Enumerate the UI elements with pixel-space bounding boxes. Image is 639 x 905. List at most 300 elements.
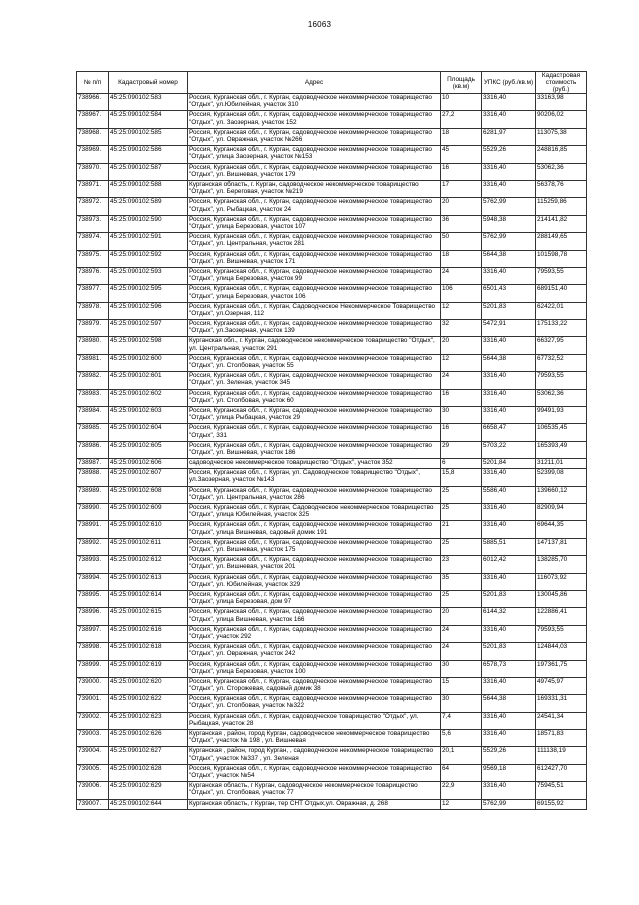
table-row: [77, 372, 587, 389]
cell-upks: 3316,40: [482, 407, 536, 424]
cell-address: Россия, Курганская обл., г. Курган, садоводческое некоммерческое товарищество "Отдых", ул. Вишневая, участок 201: [188, 556, 441, 573]
cell-row-number: 739004.: [77, 747, 109, 764]
cell-area: 16: [441, 389, 482, 406]
cell-area: 35: [441, 573, 482, 590]
header-cadastral-number: Кадастровый номер: [109, 72, 188, 94]
cell-upks: 3316,40: [482, 469, 536, 486]
cell-address: Россия, Курганская обл., г. Курган, Садоводческое некоммерческое товарищество "Отдых", улица Юбилейная, участок 325: [188, 503, 441, 520]
cell-address: Россия, Курганская обл., г. Курган, садоводческое некоммерческое товарищество "Отдых", улица Вишневая, участок 166: [188, 608, 441, 625]
cell-address: Курганская область, г Курган, садоводческое некоммерческое товарищество "Отдых", ул. Столбовая, участок 77: [188, 782, 441, 799]
cell-upks: 3316,40: [482, 730, 536, 747]
table-row: [77, 94, 587, 111]
cell-area: 17: [441, 180, 482, 197]
cell-cadastral-cost: 689151,40: [536, 285, 587, 302]
cell-cadastral-number: 45:25:090102:609: [109, 503, 188, 520]
cell-cadastral-number: 45:25:090102:589: [109, 198, 188, 215]
cell-row-number: 738969.: [77, 146, 109, 163]
cell-upks: 5201,84: [482, 459, 536, 469]
cell-cadastral-number: 45:25:090102:604: [109, 424, 188, 441]
cell-cadastral-cost: 31211,01: [536, 459, 587, 469]
cell-row-number: 738995.: [77, 590, 109, 607]
cell-area: 12: [441, 799, 482, 809]
cell-cadastral-cost: 111138,19: [536, 747, 587, 764]
cell-cadastral-number: 45:25:090102:626: [109, 730, 188, 747]
cell-upks: 3316,40: [482, 573, 536, 590]
table-row: [77, 799, 587, 809]
cell-cadastral-cost: 79593,55: [536, 625, 587, 642]
cell-upks: 5201,83: [482, 302, 536, 319]
table-row: [77, 695, 587, 712]
cell-row-number: 738992.: [77, 538, 109, 555]
cell-address: Россия, Курганская обл., г. Курган, садоводческое некоммерческое товарищество "Отдых", ул.Юбилейная, участок 310: [188, 94, 441, 111]
cell-cadastral-cost: 62422,01: [536, 302, 587, 319]
table-row: [77, 712, 587, 729]
cell-cadastral-cost: 33163,98: [536, 94, 587, 111]
cell-cadastral-cost: 165393,49: [536, 441, 587, 458]
cell-area: 23: [441, 556, 482, 573]
cell-cadastral-number: 45:25:090102:593: [109, 267, 188, 284]
cell-upks: 5644,38: [482, 250, 536, 267]
cell-address: Россия, Курганская обл., г. Курган, садоводческое некоммерческое товарищество "Отдых", ул. Рыбацкая, участок 24: [188, 198, 441, 215]
cell-cadastral-cost: 99491,93: [536, 407, 587, 424]
cell-cadastral-number: 45:25:090102:587: [109, 163, 188, 180]
table-row: [77, 556, 587, 573]
cell-address: Россия, Курганская обл., г. Курган, садоводческое некоммерческое товарищество "Отдых", ул. Заозерная, участок 152: [188, 111, 441, 128]
cell-upks: 3316,40: [482, 267, 536, 284]
cell-cadastral-number: 45:25:090102:597: [109, 320, 188, 337]
cell-upks: 3316,40: [482, 389, 536, 406]
cell-upks: 5586,40: [482, 486, 536, 503]
table-row: [77, 747, 587, 764]
cell-cadastral-cost: 49745,97: [536, 677, 587, 694]
cell-row-number: 739002.: [77, 712, 109, 729]
cell-row-number: 738977.: [77, 285, 109, 302]
cell-upks: 3316,40: [482, 521, 536, 538]
cell-cadastral-number: 45:25:090102:628: [109, 764, 188, 781]
table-row: [77, 285, 587, 302]
cell-cadastral-cost: 147137,81: [536, 538, 587, 555]
cell-cadastral-cost: 214141,82: [536, 215, 587, 232]
cell-area: 106: [441, 285, 482, 302]
cell-upks: 5885,51: [482, 538, 536, 555]
cell-address: Россия, Курганская обл., г. Курган, садоводческое некоммерческое товарищество "Отдых", ул. Вишневая, участок 186: [188, 441, 441, 458]
table-row: [77, 354, 587, 371]
table-row: [77, 267, 587, 284]
cell-cadastral-cost: 138285,70: [536, 556, 587, 573]
table-row: [77, 677, 587, 694]
cell-cadastral-number: 45:25:090102:590: [109, 215, 188, 232]
table-row: [77, 538, 587, 555]
cell-cadastral-number: 45:25:090102:613: [109, 573, 188, 590]
cell-upks: 3316,40: [482, 180, 536, 197]
table-body: [77, 94, 587, 810]
cell-address: Россия, Курганская обл., г. Курган, садоводческое некоммерческое товарищество "Отдых", ул. Овражная, участок 242: [188, 643, 441, 660]
cell-cadastral-number: 45:25:090102:583: [109, 94, 188, 111]
cell-cadastral-number: 45:25:090102:602: [109, 389, 188, 406]
cell-upks: 6658,47: [482, 424, 536, 441]
table-row: [77, 407, 587, 424]
cell-cadastral-cost: 169331,31: [536, 695, 587, 712]
cell-upks: 5703,22: [482, 441, 536, 458]
cell-address: Россия, Курганская обл., г. Курган, садоводческое некоммерческое товарищество "Отдых", улица Рыбацкая, участок 29: [188, 407, 441, 424]
cell-cadastral-number: 45:25:090102:591: [109, 233, 188, 250]
cell-row-number: 738998.: [77, 643, 109, 660]
cell-row-number: 738968.: [77, 128, 109, 145]
cell-upks: 3316,40: [482, 337, 536, 354]
cell-address: Россия, Курганская обл., г. Курган, садоводческое некоммерческое товарищество "Отдых", улица Березовая, участок 99: [188, 267, 441, 284]
cell-cadastral-number: 45:25:090102:614: [109, 590, 188, 607]
cell-area: 5,6: [441, 730, 482, 747]
table-row: [77, 128, 587, 145]
cell-area: 18: [441, 128, 482, 145]
cell-cadastral-number: 45:25:090102:598: [109, 337, 188, 354]
cell-upks: 6012,42: [482, 556, 536, 573]
cell-address: Россия, Курганская обл., г. Курган, садоводческое некоммерческое товарищество "Отдых", улица Березовая, дом 97: [188, 590, 441, 607]
cell-row-number: 738980.: [77, 337, 109, 354]
cell-upks: 3316,40: [482, 712, 536, 729]
cell-row-number: 738993.: [77, 556, 109, 573]
cell-upks: 6144,32: [482, 608, 536, 625]
cell-address: Россия, Курганская обл., г. Курган, садоводческое некоммерческое товарищество "Отдых", улица Вишневая, садовый домик 191: [188, 521, 441, 538]
table-row: [77, 625, 587, 642]
cell-cadastral-cost: 18571,83: [536, 730, 587, 747]
cell-upks: 6578,73: [482, 660, 536, 677]
table-row: [77, 320, 587, 337]
cell-address: Россия, Курганская обл., г. Курган, садоводческое некоммерческое товарищество "Отдых", участок №54: [188, 764, 441, 781]
cell-cadastral-number: 45:25:090102:605: [109, 441, 188, 458]
cell-address: Россия, Курганская обл., г. Курган, садоводческое некоммерческое товарищество "Отдых", ул. Столбовая, участок 60: [188, 389, 441, 406]
cell-area: 10: [441, 94, 482, 111]
cell-upks: 6281,97: [482, 128, 536, 145]
cell-area: 18: [441, 250, 482, 267]
table-row: [77, 163, 587, 180]
cell-cadastral-cost: 79593,55: [536, 372, 587, 389]
cell-cadastral-cost: 122886,41: [536, 608, 587, 625]
cell-cadastral-cost: 24541,34: [536, 712, 587, 729]
cell-area: 24: [441, 267, 482, 284]
header-cadastral-cost: Кадастровая стоимость (руб.): [536, 72, 587, 94]
cell-cadastral-number: 45:25:090102:595: [109, 285, 188, 302]
cell-area: 12: [441, 302, 482, 319]
cell-area: 32: [441, 320, 482, 337]
table-row: [77, 180, 587, 197]
cell-cadastral-number: 45:25:090102:644: [109, 799, 188, 809]
cell-row-number: 738972.: [77, 198, 109, 215]
cell-area: 25: [441, 590, 482, 607]
table-row: [77, 764, 587, 781]
cell-row-number: 738983.: [77, 389, 109, 406]
table-row: [77, 250, 587, 267]
cell-area: 22,9: [441, 782, 482, 799]
cell-area: 12: [441, 354, 482, 371]
cell-area: 16: [441, 424, 482, 441]
cell-area: 16: [441, 163, 482, 180]
cell-row-number: 738997.: [77, 625, 109, 642]
cell-cadastral-cost: 75945,51: [536, 782, 587, 799]
cell-row-number: 739001.: [77, 695, 109, 712]
cell-area: 20: [441, 608, 482, 625]
cell-area: 24: [441, 372, 482, 389]
table-row: [77, 233, 587, 250]
cell-row-number: 738971.: [77, 180, 109, 197]
table-row: [77, 573, 587, 590]
cell-area: 25: [441, 486, 482, 503]
cell-cadastral-number: 45:25:090102:588: [109, 180, 188, 197]
cell-row-number: 739003.: [77, 730, 109, 747]
table-row: [77, 441, 587, 458]
cell-upks: 3316,40: [482, 94, 536, 111]
table-row: [77, 215, 587, 232]
cell-address: Россия, Курганская обл., г. Курган, садоводческое некоммерческое товарищество "Отдых", ул. Вишневая, участок 175: [188, 538, 441, 555]
cell-cadastral-number: 45:25:090102:603: [109, 407, 188, 424]
cell-upks: 5762,99: [482, 198, 536, 215]
cell-cadastral-number: 45:25:090102:611: [109, 538, 188, 555]
table-row: [77, 111, 587, 128]
cell-cadastral-number: 45:25:090102:623: [109, 712, 188, 729]
table-row: [77, 782, 587, 799]
cell-area: 20: [441, 337, 482, 354]
cell-cadastral-number: 45:25:090102:585: [109, 128, 188, 145]
cell-cadastral-number: 45:25:090102:615: [109, 608, 188, 625]
cell-area: 29: [441, 441, 482, 458]
cell-row-number: 738978.: [77, 302, 109, 319]
cell-area: 45: [441, 146, 482, 163]
table-row: [77, 198, 587, 215]
cell-area: 27,2: [441, 111, 482, 128]
cell-cadastral-cost: 52399,08: [536, 469, 587, 486]
cell-address: Россия, Курганская обл., г. Курган, садоводческое некоммерческое товарищество "Отдых", ул. Овражная, участок №266: [188, 128, 441, 145]
cell-row-number: 738990.: [77, 503, 109, 520]
cell-cadastral-number: 45:25:090102:618: [109, 643, 188, 660]
cell-cadastral-cost: 56378,76: [536, 180, 587, 197]
cell-address: Курганская область, г. Курган, садоводческое некоммерческое товарищество "Отдых", ул. Береговая, участок №219: [188, 180, 441, 197]
cell-area: 50: [441, 233, 482, 250]
cell-row-number: 738994.: [77, 573, 109, 590]
cell-area: 64: [441, 764, 482, 781]
table-row: [77, 608, 587, 625]
cell-cadastral-number: 45:25:090102:620: [109, 677, 188, 694]
cell-area: 7,4: [441, 712, 482, 729]
cell-address: Россия, Курганская обл., г. Курган, садоводческое некоммерческое товарищество "Отдых", ул.Заозерная, участок 139: [188, 320, 441, 337]
cell-upks: 3316,40: [482, 503, 536, 520]
cell-row-number: 738999.: [77, 660, 109, 677]
cell-address: Россия, Курганская обл., г. Курган, садоводческое некоммерческое товарищество "Отдых", улица Березовая, участок 107: [188, 215, 441, 232]
cell-cadastral-number: 45:25:090102:616: [109, 625, 188, 642]
cell-cadastral-number: 45:25:090102:600: [109, 354, 188, 371]
cell-cadastral-cost: 139660,12: [536, 486, 587, 503]
cell-address: Россия, Курганская обл., г. Курган, садоводческое некоммерческое товарищество "Отдых", улица Березовая, участок 106: [188, 285, 441, 302]
cell-cadastral-cost: 79593,55: [536, 267, 587, 284]
cell-cadastral-number: 45:25:090102:606: [109, 459, 188, 469]
cell-row-number: 738981.: [77, 354, 109, 371]
cell-cadastral-number: 45:25:090102:627: [109, 747, 188, 764]
cell-cadastral-number: 45:25:090102:592: [109, 250, 188, 267]
header-area: Площадь (кв.м): [441, 72, 482, 94]
cell-address: Россия, Курганская обл., г. Курган, садоводческое некоммерческое товарищество "Отдых", 331: [188, 424, 441, 441]
table-row: [77, 503, 587, 520]
cell-cadastral-cost: 66327,95: [536, 337, 587, 354]
table-row: [77, 469, 587, 486]
cell-address: Россия, Курганская обл., г. Курган, ул. Садоводческое товарищество "Отдых", ул.Заозерная, участок №143: [188, 469, 441, 486]
cell-row-number: 738974.: [77, 233, 109, 250]
cell-upks: 5529,26: [482, 146, 536, 163]
cell-cadastral-cost: 53062,36: [536, 389, 587, 406]
cell-cadastral-number: 45:25:090102:607: [109, 469, 188, 486]
cell-address: Россия, Курганская обл., г. Курган, садоводческое некоммерческое товарищество "Отдых", ул. Сторожевая, садовый домик 38: [188, 677, 441, 694]
cell-address: Россия, Курганская обл., г. Курган, садоводческое товарищество "Отдых", ул. Рыбацкая, участок 28: [188, 712, 441, 729]
cell-cadastral-cost: 115259,86: [536, 198, 587, 215]
cell-upks: 3316,40: [482, 625, 536, 642]
cell-row-number: 739000.: [77, 677, 109, 694]
cell-row-number: 738989.: [77, 486, 109, 503]
cell-upks: 3316,40: [482, 372, 536, 389]
header-upks: УПКС (руб./кв.м): [482, 72, 536, 94]
cell-row-number: 738975.: [77, 250, 109, 267]
table-row: [77, 459, 587, 469]
cell-area: 25: [441, 503, 482, 520]
cell-cadastral-cost: 106535,45: [536, 424, 587, 441]
cell-address: Россия, Курганская обл., г. Курган, садоводческое некоммерческое товарищество "Отдых", ул. Вишневая, участок 179: [188, 163, 441, 180]
table-row: [77, 389, 587, 406]
cell-address: Россия, Курганская обл., г. Курган, садоводческое некоммерческое товарищество "Отдых", ул. Столбовая, участок 55: [188, 354, 441, 371]
cell-upks: 3316,40: [482, 677, 536, 694]
cell-cadastral-cost: 90206,02: [536, 111, 587, 128]
cell-address: Россия, Курганская обл., г. Курган, садоводческое некоммерческое товарищество "Отдых", улица Березовая, участок 100: [188, 660, 441, 677]
cell-cadastral-cost: 175133,22: [536, 320, 587, 337]
cell-row-number: 739006.: [77, 782, 109, 799]
cell-upks: 9569,18: [482, 764, 536, 781]
cell-area: 20,1: [441, 747, 482, 764]
cell-upks: 5201,83: [482, 590, 536, 607]
cell-address: Россия, Курганская обл., г. Курган, садоводческое некоммерческое товарищество "Отдых", ул. Центральная, участок 281: [188, 233, 441, 250]
cadastral-table: [76, 71, 587, 810]
cell-cadastral-cost: 67732,52: [536, 354, 587, 371]
cell-upks: 5644,38: [482, 354, 536, 371]
table-row: [77, 590, 587, 607]
cell-row-number: 738970.: [77, 163, 109, 180]
cell-upks: 5948,38: [482, 215, 536, 232]
cell-row-number: 738973.: [77, 215, 109, 232]
table-row: [77, 730, 587, 747]
cell-area: 36: [441, 215, 482, 232]
table-row: [77, 643, 587, 660]
cell-row-number: 738985.: [77, 424, 109, 441]
cell-address: Россия, Курганская обл., г. Курган, садоводческое некоммерческое товарищество "Отдых", участок 292: [188, 625, 441, 642]
cell-cadastral-cost: 101598,78: [536, 250, 587, 267]
table-row: [77, 486, 587, 503]
cell-upks: 5529,26: [482, 747, 536, 764]
table-row: [77, 302, 587, 319]
cell-cadastral-cost: 130045,86: [536, 590, 587, 607]
cell-address: Курганская , район, город Курган, садоводческое некоммерческое товарищество "Отдых", участок № 198 , ул. Вишневая: [188, 730, 441, 747]
cell-row-number: 738987.: [77, 459, 109, 469]
cell-area: 25: [441, 538, 482, 555]
cell-area: 24: [441, 643, 482, 660]
cell-upks: 5472,91: [482, 320, 536, 337]
cell-row-number: 738966.: [77, 94, 109, 111]
table-row: [77, 424, 587, 441]
page-number: 16063: [307, 20, 332, 29]
cell-row-number: 739005.: [77, 764, 109, 781]
table-row: [77, 146, 587, 163]
cell-cadastral-number: 45:25:090102:596: [109, 302, 188, 319]
cell-address: Курганская область, г Курган, тер СНТ Отдых,ул. Овражная, д. 268: [188, 799, 441, 809]
cell-cadastral-number: 45:25:090102:619: [109, 660, 188, 677]
cell-row-number: 738991.: [77, 521, 109, 538]
cell-row-number: 738967.: [77, 111, 109, 128]
table-row: [77, 660, 587, 677]
cell-cadastral-number: 45:25:090102:586: [109, 146, 188, 163]
cell-cadastral-number: 45:25:090102:629: [109, 782, 188, 799]
cell-cadastral-cost: 288149,65: [536, 233, 587, 250]
cell-cadastral-cost: 248816,85: [536, 146, 587, 163]
cell-row-number: 738988.: [77, 469, 109, 486]
cell-upks: 3316,40: [482, 782, 536, 799]
cell-upks: 5762,99: [482, 799, 536, 809]
cell-area: 6: [441, 459, 482, 469]
cell-address: садоводческое некоммерческое товарищество "Отдых", участок 352: [188, 459, 441, 469]
cell-address: Курганская обл., г. Курган, садоводческое некоммерческое товарищество "Отдых", ул. Центральная, участок 291: [188, 337, 441, 354]
cell-cadastral-cost: 69644,35: [536, 521, 587, 538]
cell-row-number: 738982.: [77, 372, 109, 389]
cell-address: Россия, Курганская обл., г. Курган, садоводческое некоммерческое товарищество "Отдых", улица Заозерная, участок №153: [188, 146, 441, 163]
cell-area: 20: [441, 198, 482, 215]
cell-cadastral-cost: 53062,36: [536, 163, 587, 180]
cell-area: 15,8: [441, 469, 482, 486]
cell-address: Курганская , район, город Курган, , садоводческое некоммерческое товарищество "Отдых", участок №337 , ул. Зеленая: [188, 747, 441, 764]
table-header-row: [77, 72, 587, 94]
header-address: Адрес: [188, 72, 441, 94]
cell-cadastral-number: 45:25:090102:622: [109, 695, 188, 712]
cell-cadastral-cost: 113075,38: [536, 128, 587, 145]
cell-upks: 5762,99: [482, 233, 536, 250]
cell-row-number: 738979.: [77, 320, 109, 337]
cell-cadastral-number: 45:25:090102:608: [109, 486, 188, 503]
cell-upks: 5201,83: [482, 643, 536, 660]
cell-cadastral-cost: 612427,70: [536, 764, 587, 781]
cell-area: 24: [441, 625, 482, 642]
cell-cadastral-cost: 124844,03: [536, 643, 587, 660]
cell-upks: 5644,38: [482, 695, 536, 712]
cell-area: 21: [441, 521, 482, 538]
cell-cadastral-number: 45:25:090102:584: [109, 111, 188, 128]
cell-upks: 3316,40: [482, 111, 536, 128]
cell-cadastral-number: 45:25:090102:612: [109, 556, 188, 573]
cell-upks: 6501,43: [482, 285, 536, 302]
cell-area: 30: [441, 695, 482, 712]
cell-cadastral-cost: 116073,92: [536, 573, 587, 590]
cell-address: Россия, Курганская обл., г. Курган, садоводческое некоммерческое товарищество "Отдых", ул. Столбовая, участок №322: [188, 695, 441, 712]
cell-area: 30: [441, 407, 482, 424]
cell-cadastral-cost: 69155,92: [536, 799, 587, 809]
cell-area: 30: [441, 660, 482, 677]
cell-address: Россия, Курганская обл., г. Курган, садоводческое некоммерческое товарищество "Отдых", ул. Юбилейная, участок 329: [188, 573, 441, 590]
cell-row-number: 738996.: [77, 608, 109, 625]
cell-cadastral-cost: 197361,75: [536, 660, 587, 677]
table-row: [77, 337, 587, 354]
cell-upks: 3316,40: [482, 163, 536, 180]
cell-cadastral-cost: 82909,94: [536, 503, 587, 520]
cell-cadastral-number: 45:25:090102:610: [109, 521, 188, 538]
cell-address: Россия, Курганская обл., г. Курган, Садоводческое Некоммерческое Товарищество "Отдых", ул.Озерная, 112: [188, 302, 441, 319]
cell-row-number: 738984.: [77, 407, 109, 424]
cell-area: 15: [441, 677, 482, 694]
cell-address: Россия, Курганская обл., г. Курган, садоводческое некоммерческое товарищество "Отдых", ул. Зеленая, участок 345: [188, 372, 441, 389]
cell-address: Россия, Курганская обл., г. Курган, садоводческое некоммерческое товарищество "Отдых", ул. Центральная, участок 286: [188, 486, 441, 503]
table-row: [77, 521, 587, 538]
cell-address: Россия, Курганская обл., г. Курган, садоводческое некоммерческое товарищество "Отдых", ул. Вишневая, участок 171: [188, 250, 441, 267]
cell-row-number: 739007.: [77, 799, 109, 809]
